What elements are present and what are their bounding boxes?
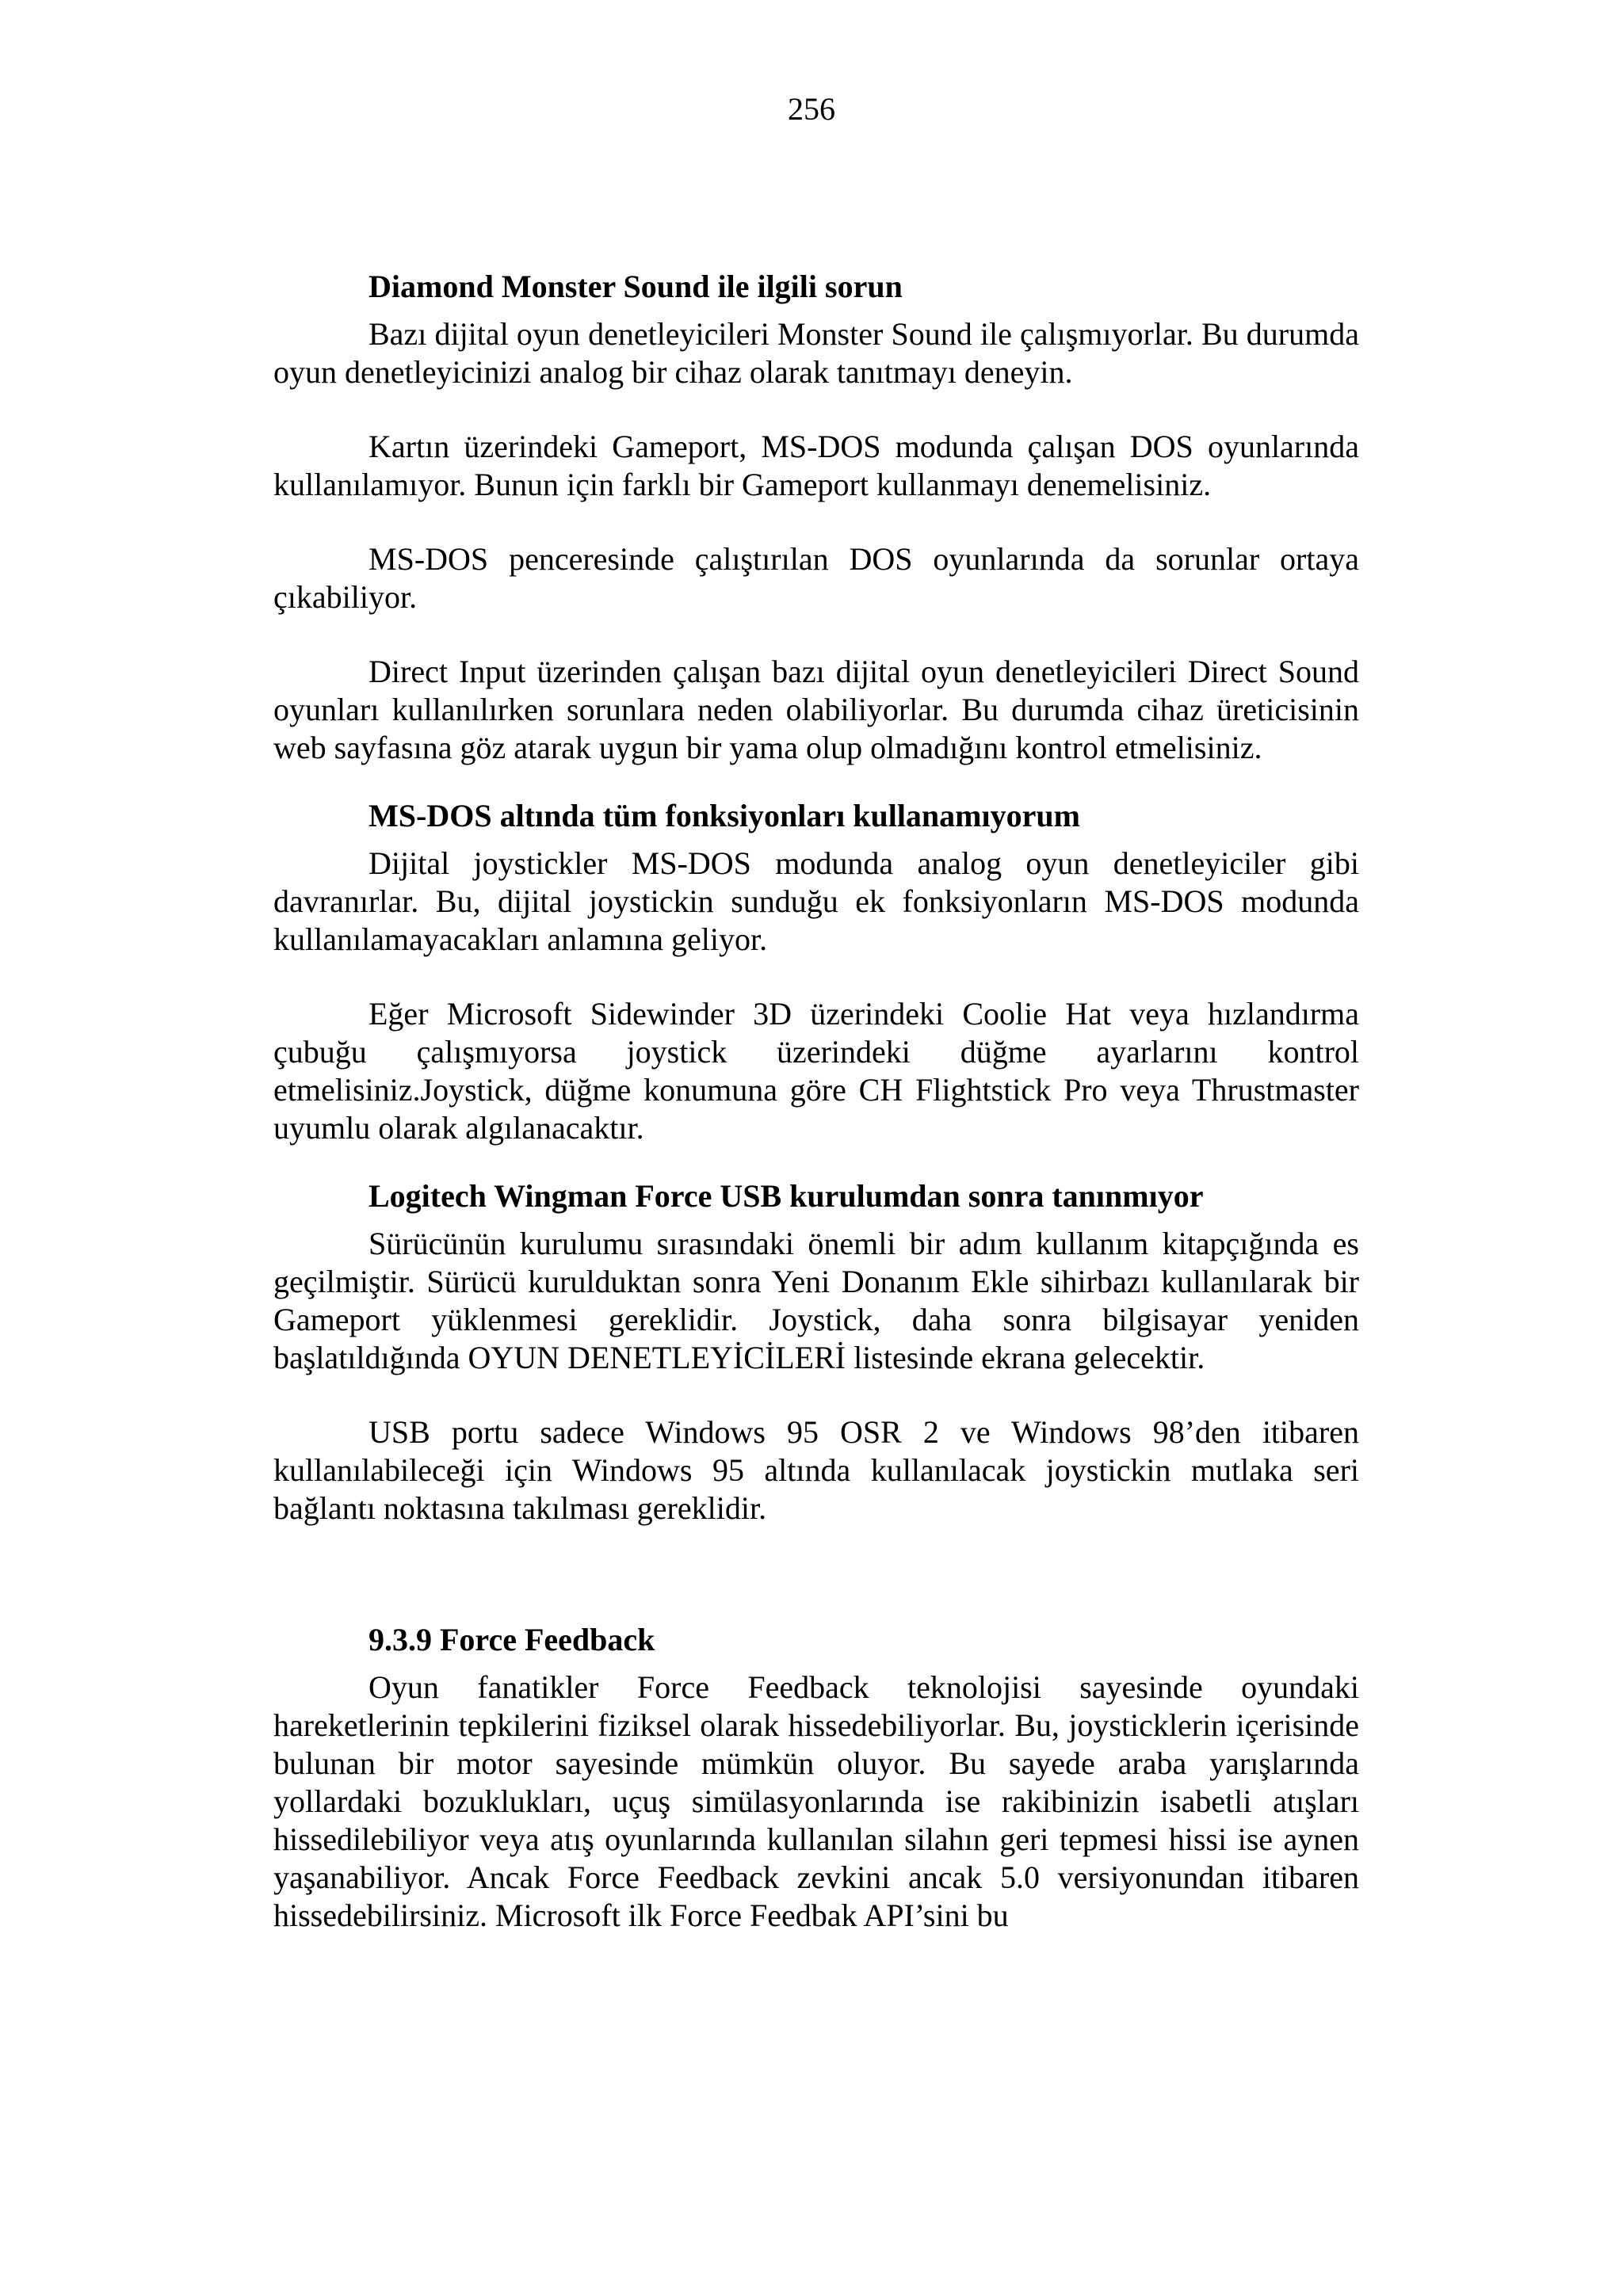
page-number: 256 [788, 91, 835, 127]
paragraph: Bazı dijital oyun denetleyicileri Monster Sound ile çalışmıyorlar. Bu durumda oyun denetleyicinizi analog bir cihaz olarak tanıtmayı deneyin. [273, 316, 1359, 390]
section-heading-msdos: MS-DOS altında tüm fonksiyonları kullanamıyorum [369, 798, 1080, 833]
section-heading-logitech: Logitech Wingman Force USB kurulumdan sonra tanınmıyor [369, 1178, 1204, 1214]
paragraph: Eğer Microsoft Sidewinder 3D üzerindeki Coolie Hat veya hızlandırma çubuğu çalışmıyorsa joystick üzerindeki düğme ayarlarını kontrol etmelisiniz.Joystick, düğme konumuna göre CH Flightstick Pro veya Thrustmaster uyumlu olarak algılanacaktır. [273, 996, 1359, 1146]
paragraph: Kartın üzerindeki Gameport, MS-DOS modunda çalışan DOS oyunlarında kullanılamıyor. Bunun için farklı bir Gameport kullanmayı denemelisiniz. [273, 429, 1359, 502]
paragraph: Sürücünün kurulumu sırasındaki önemli bir adım kullanım kitapçığında es geçilmiştir. Sürücü kurulduktan sonra Yeni Donanım Ekle sihirbazı kullanılarak bir Gameport yüklenmesi gereklidir. Joystick, daha sonra bilgisayar yeniden başlatıldığında OYUN DENETLEYİCİLERİ listesinde ekrana gelecektir. [273, 1226, 1359, 1375]
section-heading-monster-sound: Diamond Monster Sound ile ilgili sorun [369, 269, 903, 304]
section-heading-force-feedback: 9.3.9 Force Feedback [369, 1622, 655, 1657]
paragraph: Direct Input üzerinden çalışan bazı dijital oyun denetleyicileri Direct Sound oyunları kullanılırken sorunlara neden olabiliyorlar. Bu durumda cihaz üreticisinin web sayfasına göz atarak uygun bir yama olup olmadığını kontrol etmelisiniz. [273, 654, 1359, 765]
paragraph: Oyun fanatikler Force Feedback teknolojisi sayesinde oyundaki hareketlerinin tepkilerini fiziksel olarak hissedebiliyorlar. Bu, joysticklerin içerisinde bulunan bir motor sayesinde mümkün oluyor. Bu sayede araba yarışlarında yollardaki bozuklukları, uçuş simülasyonlarında ise rakibinizin isabetli atışları hissedilebiliyor veya atış oyunlarında kullanılan silahın geri tepmesi hissi ise aynen yaşanabiliyor. Ancak Force Feedback zevkini ancak 5.0 versiyonundan itibaren hissedebilirsiniz. Microsoft ilk Force Feedbak API’sini bu [273, 1669, 1359, 1933]
paragraph: MS-DOS penceresinde çalıştırılan DOS oyunlarında da sorunlar ortaya çıkabiliyor. [273, 541, 1359, 615]
paragraph: USB portu sadece Windows 95 OSR 2 ve Windows 98’den itibaren kullanılabileceği için Windows 95 altında kullanılacak joystickin mutlaka seri bağlantı noktasına takılması gereklidir. [273, 1414, 1359, 1526]
document-body [273, 268, 1359, 1935]
paragraph: Dijital joystickler MS-DOS modunda analog oyun denetleyiciler gibi davranırlar. Bu, dijital joystickin sunduğu ek fonksiyonların MS-DOS modunda kullanılamayacakları anlamına geliyor. [273, 845, 1359, 957]
